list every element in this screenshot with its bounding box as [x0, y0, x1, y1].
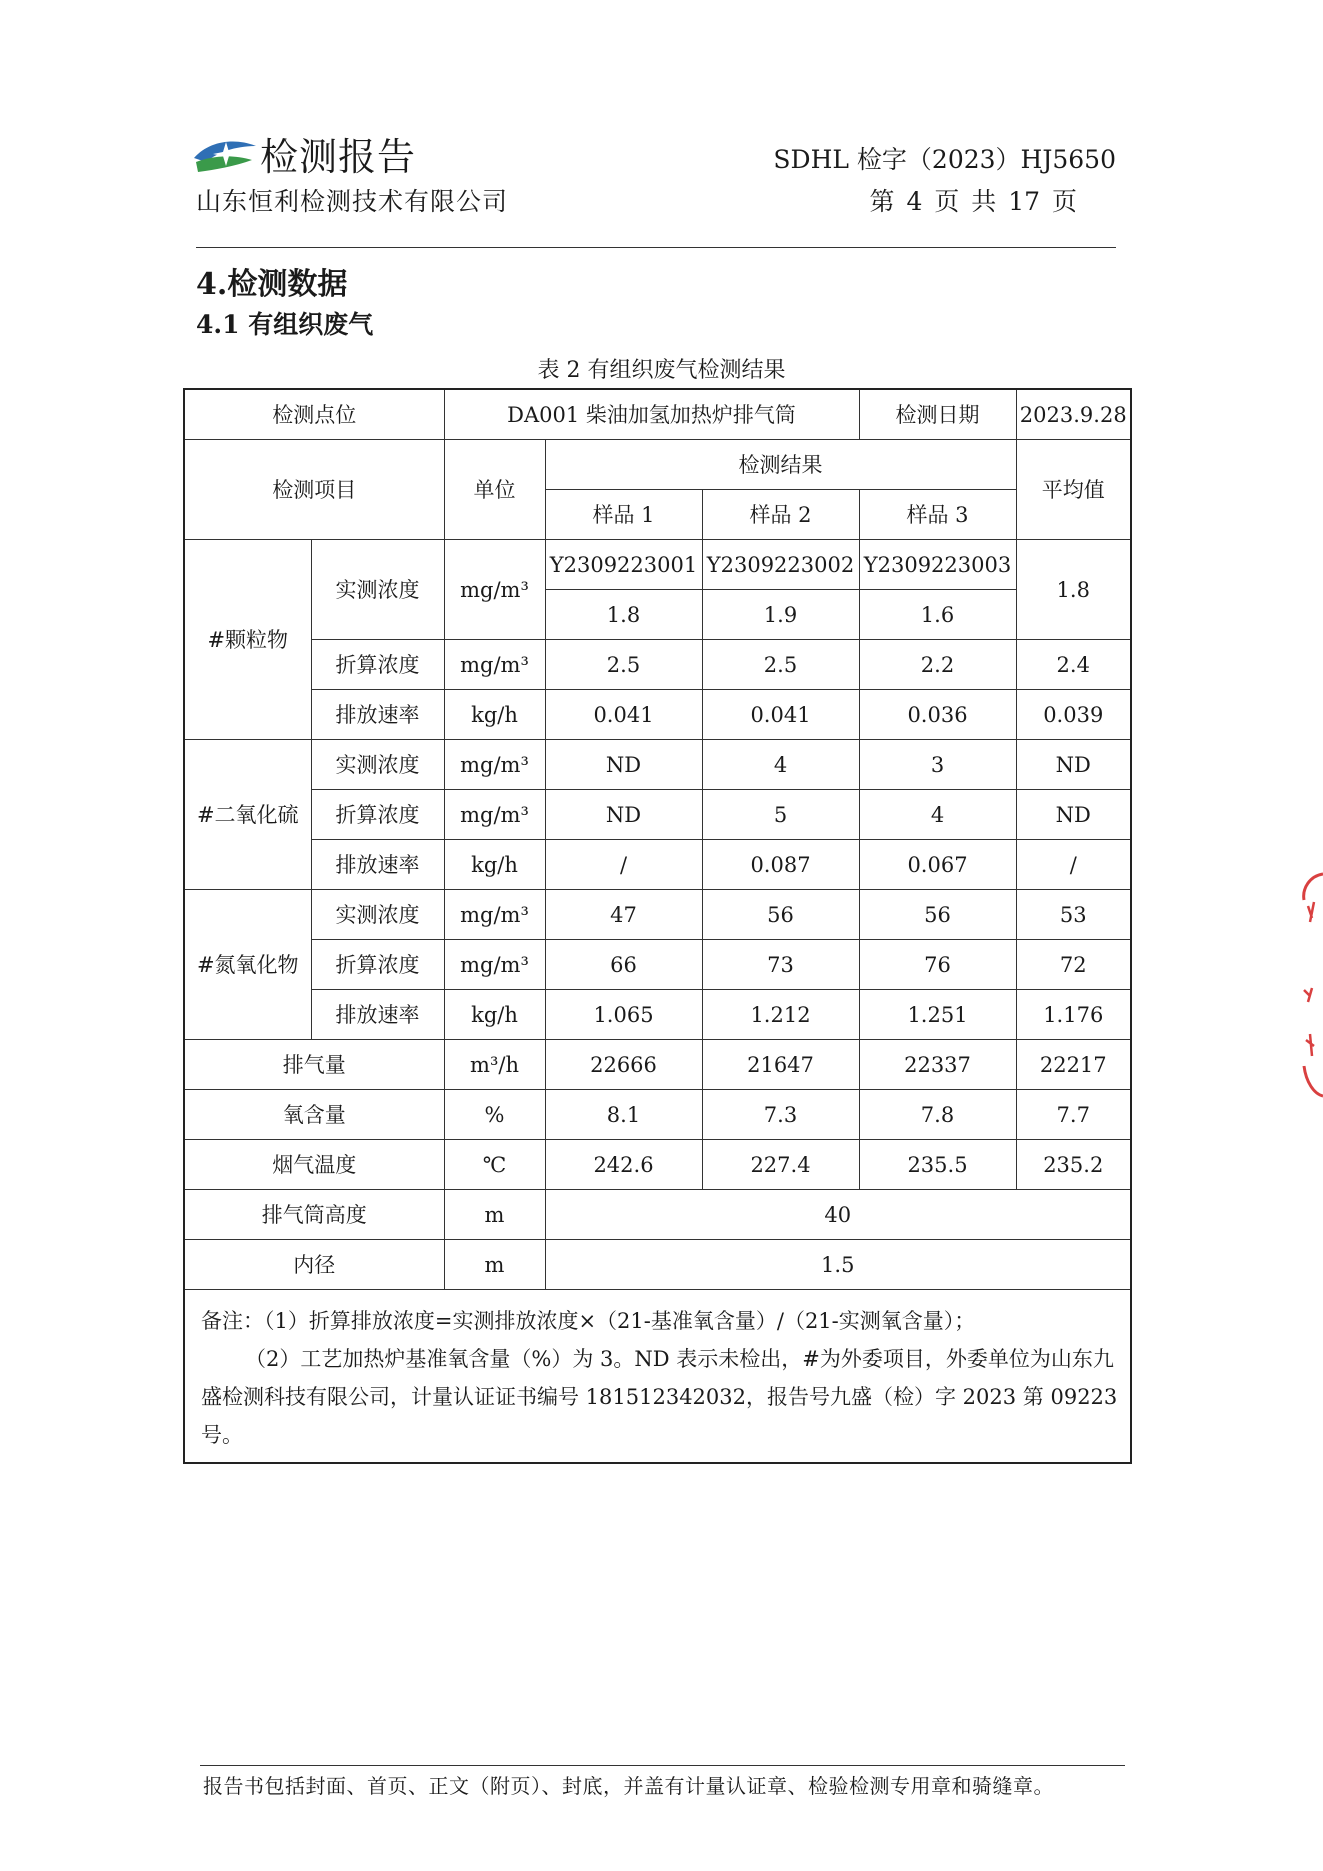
row-average: / — [1016, 840, 1131, 890]
row-label: 排放速率 — [311, 990, 444, 1040]
row-average: 7.7 — [1016, 1090, 1131, 1140]
row-average: 1.176 — [1016, 990, 1131, 1040]
table-row — [184, 990, 1131, 1040]
row-unit: mg/m³ — [444, 640, 545, 690]
row-average: 0.039 — [1016, 690, 1131, 740]
group-name: #氮氧化物 — [184, 890, 311, 1040]
row-label: 折算浓度 — [311, 940, 444, 990]
sample-id: Y2309223001 — [545, 540, 702, 590]
footer-divider — [200, 1765, 1125, 1766]
table-row — [184, 440, 1131, 490]
cell-value: 66 — [545, 940, 702, 990]
cell-value: 0.067 — [859, 840, 1016, 890]
sample-header: 样品 3 — [859, 490, 1016, 540]
row-label: 烟气温度 — [184, 1140, 444, 1190]
row-label: 折算浓度 — [311, 640, 444, 690]
row-label: 氧含量 — [184, 1090, 444, 1140]
results-table — [183, 388, 1132, 1464]
cell-value: 2.5 — [545, 640, 702, 690]
cell-value: 1.9 — [702, 590, 859, 640]
row-unit: m — [444, 1240, 545, 1290]
date-value: 2023.9.28 — [1016, 389, 1131, 440]
row-unit: ℃ — [444, 1140, 545, 1190]
footer-note: 报告书包括封面、首页、正文（附页）、封底，并盖有计量认证章、检验检测专用章和骑缝章。 — [203, 1774, 1054, 1798]
table-row — [184, 1190, 1131, 1240]
company-logo-icon — [192, 132, 260, 178]
row-label: 实测浓度 — [311, 740, 444, 790]
seal-stamp-icon — [1290, 870, 1323, 1100]
point-value: DA001 柴油加氢加热炉排气筒 — [444, 389, 859, 440]
cell-value: 0.041 — [702, 690, 859, 740]
row-label: 折算浓度 — [311, 790, 444, 840]
sample-id: Y2309223003 — [859, 540, 1016, 590]
table-row — [184, 1290, 1131, 1464]
cell-value: 1.8 — [545, 590, 702, 640]
merged-value: 40 — [545, 1190, 1131, 1240]
point-label: 检测点位 — [184, 389, 444, 440]
table-row — [184, 640, 1131, 690]
row-unit: mg/m³ — [444, 790, 545, 840]
cell-value: 1.065 — [545, 990, 702, 1040]
table-row — [184, 840, 1131, 890]
row-unit: m — [444, 1190, 545, 1240]
cell-value: 21647 — [702, 1040, 859, 1090]
report-code: SDHL 检字（2023）HJ5650 — [773, 145, 1116, 174]
note-2: （2）工艺加热炉基准氧含量（%）为 3。ND 表示未检出，#为外委项目，外委单位为山东九盛检测科技有限公司，计量认证证书编号 181512342032，报告号九盛（检）字 2023 第 09223 号。 — [201, 1347, 1118, 1447]
cell-value: / — [545, 840, 702, 890]
cell-value: 0.036 — [859, 690, 1016, 740]
row-average: 235.2 — [1016, 1140, 1131, 1190]
date-label: 检测日期 — [859, 389, 1016, 440]
section-heading: 4.检测数据 — [196, 267, 348, 302]
cell-value: 56 — [859, 890, 1016, 940]
cell-value: 8.1 — [545, 1090, 702, 1140]
row-label: 排气筒高度 — [184, 1190, 444, 1240]
page-indicator: 第 4 页 共 17 页 — [869, 187, 1077, 216]
cell-value: 47 — [545, 890, 702, 940]
cell-value: ND — [545, 790, 702, 840]
cell-value: 0.087 — [702, 840, 859, 890]
table-row — [184, 540, 1131, 590]
group-name: #二氧化硫 — [184, 740, 311, 890]
row-label: 排放速率 — [311, 840, 444, 890]
cell-value: ND — [545, 740, 702, 790]
col-header-unit: 单位 — [444, 440, 545, 540]
row-unit: kg/h — [444, 690, 545, 740]
cell-value: 2.2 — [859, 640, 1016, 690]
sample-header: 样品 1 — [545, 490, 702, 540]
row-unit: mg/m³ — [444, 540, 545, 640]
col-header-result: 检测结果 — [545, 440, 1016, 490]
row-unit: mg/m³ — [444, 740, 545, 790]
section-subheading: 4.1 有组织废气 — [196, 310, 374, 339]
cell-value: 7.8 — [859, 1090, 1016, 1140]
col-header-item: 检测项目 — [184, 440, 444, 540]
cell-value: 242.6 — [545, 1140, 702, 1190]
table-row — [184, 1240, 1131, 1290]
row-average: ND — [1016, 790, 1131, 840]
row-label: 排放速率 — [311, 690, 444, 740]
row-label: 内径 — [184, 1240, 444, 1290]
sample-id: Y2309223002 — [702, 540, 859, 590]
cell-value: 7.3 — [702, 1090, 859, 1140]
table-row — [184, 690, 1131, 740]
row-unit: kg/h — [444, 840, 545, 890]
row-label: 实测浓度 — [311, 890, 444, 940]
row-unit: mg/m³ — [444, 890, 545, 940]
row-label: 排气量 — [184, 1040, 444, 1090]
cell-value: 4 — [702, 740, 859, 790]
row-unit: % — [444, 1090, 545, 1140]
sample-header: 样品 2 — [702, 490, 859, 540]
table-row — [184, 740, 1131, 790]
note-1: 备注：（1）折算排放浓度=实测排放浓度×（21-基准氧含量）/（21-实测氧含量）； — [201, 1309, 976, 1333]
table-notes — [184, 1290, 1131, 1464]
cell-value: 2.5 — [702, 640, 859, 690]
cell-value: 1.6 — [859, 590, 1016, 640]
cell-value: 227.4 — [702, 1140, 859, 1190]
company-name: 山东恒利检测技术有限公司 — [196, 187, 509, 216]
table-caption: 表 2 有组织废气检测结果 — [537, 358, 786, 383]
cell-value: 73 — [702, 940, 859, 990]
table-row — [184, 1090, 1131, 1140]
cell-value: 22666 — [545, 1040, 702, 1090]
cell-value: 0.041 — [545, 690, 702, 740]
cell-value: 76 — [859, 940, 1016, 990]
row-label: 实测浓度 — [311, 540, 444, 640]
row-average: 72 — [1016, 940, 1131, 990]
row-unit: mg/m³ — [444, 940, 545, 990]
cell-value: 56 — [702, 890, 859, 940]
report-title: 检测报告 — [260, 135, 417, 179]
row-average: 1.8 — [1016, 540, 1131, 640]
cell-value: 3 — [859, 740, 1016, 790]
cell-value: 235.5 — [859, 1140, 1016, 1190]
table-row — [184, 389, 1131, 440]
table-row — [184, 790, 1131, 840]
merged-value: 1.5 — [545, 1240, 1131, 1290]
row-average: 53 — [1016, 890, 1131, 940]
header-divider — [196, 247, 1116, 248]
cell-value: 22337 — [859, 1040, 1016, 1090]
cell-value: 1.212 — [702, 990, 859, 1040]
cell-value: 4 — [859, 790, 1016, 840]
table-row — [184, 940, 1131, 990]
row-average: 2.4 — [1016, 640, 1131, 690]
group-name: #颗粒物 — [184, 540, 311, 740]
row-average: 22217 — [1016, 1040, 1131, 1090]
cell-value: 1.251 — [859, 990, 1016, 1040]
cell-value: 5 — [702, 790, 859, 840]
table-row — [184, 890, 1131, 940]
table-row — [184, 1140, 1131, 1190]
row-average: ND — [1016, 740, 1131, 790]
table-row — [184, 1040, 1131, 1090]
col-header-average: 平均值 — [1016, 440, 1131, 540]
row-unit: kg/h — [444, 990, 545, 1040]
row-unit: m³/h — [444, 1040, 545, 1090]
